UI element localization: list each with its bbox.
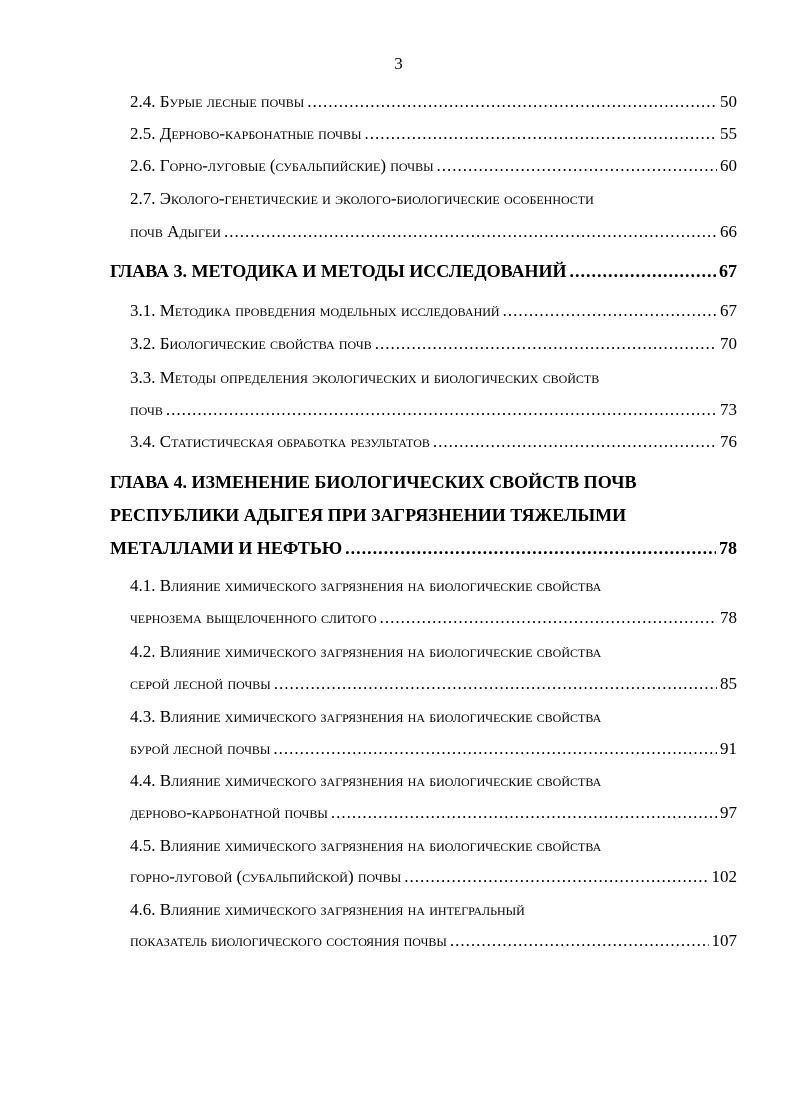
toc-entry-3-1[interactable]	[130, 299, 737, 323]
toc-entry-title: 4.2. Влияние химического загрязнения на биологические свойства	[130, 642, 602, 661]
toc-entry-title: 4.5. Влияние химического загрязнения на биологические свойства	[130, 836, 602, 855]
toc-chapter-title: ГЛАВА 3. МЕТОДИКА И МЕТОДЫ ИССЛЕДОВАНИЙ	[110, 261, 567, 281]
leader-dots	[274, 672, 717, 696]
leader-dots	[437, 154, 717, 178]
toc-entry-title: 4.1. Влияние химического загрязнения на биологические свойства	[130, 576, 602, 595]
toc-entry-title: 2.5. Дерново-карбонатные почвы	[130, 124, 362, 143]
toc-entry-title-continued: почв Адыгеи	[130, 222, 221, 241]
toc-entry-4-1-line2[interactable]	[130, 606, 737, 630]
toc-entry-title-continued: бурой лесной почвы	[130, 739, 271, 758]
toc-entry-4-3-line2[interactable]	[130, 737, 737, 761]
toc-chapter-title: ГЛАВА 4. ИЗМЕНЕНИЕ БИОЛОГИЧЕСКИХ СВОЙСТВ ПОЧВ	[110, 472, 637, 492]
toc-entry-2-7-line2[interactable]	[130, 220, 737, 244]
toc-entry-3-4[interactable]	[130, 430, 737, 454]
toc-entry-page: 67	[719, 261, 737, 281]
toc-entry-title: 3.4. Статистическая обработка результатов	[130, 432, 430, 451]
toc-entry-title: 4.3. Влияние химического загрязнения на биологические свойства	[130, 707, 602, 726]
toc-entry-4-5-line2[interactable]	[130, 865, 737, 889]
toc-entry-page: 107	[711, 931, 737, 950]
leader-dots	[307, 90, 717, 114]
toc-entry-4-4-line1[interactable]	[130, 769, 737, 793]
leader-dots	[273, 737, 717, 761]
toc-entry-4-5-line1[interactable]	[130, 834, 737, 858]
leader-dots	[331, 801, 717, 825]
toc-entry-4-4-line2[interactable]	[130, 801, 737, 825]
toc-entry-title-continued: серой лесной почвы	[130, 674, 271, 693]
toc-entry-page: 66	[720, 222, 737, 241]
toc-entry-title-continued: горно-луговой (субальпийской) почвы	[130, 867, 402, 886]
toc-entry-title: 4.6. Влияние химического загрязнения на интегральный	[130, 900, 525, 919]
toc-entry-page: 76	[720, 432, 737, 451]
leader-dots	[450, 929, 709, 953]
toc-chapter-title-continued: МЕТАЛЛАМИ И НЕФТЬЮ	[110, 538, 343, 558]
toc-chapter-4-line3[interactable]	[110, 536, 737, 560]
toc-entry-4-6-line1[interactable]	[130, 898, 737, 922]
toc-entry-title: 3.2. Биологические свойства почв	[130, 334, 372, 353]
toc-entry-2-5[interactable]	[130, 122, 737, 146]
toc-entry-title: 2.7. Эколого-генетические и эколого-биологические особенности	[130, 189, 594, 208]
toc-entry-page: 67	[720, 301, 737, 320]
leader-dots	[380, 606, 717, 630]
leader-dots	[224, 220, 717, 244]
toc-entry-title: 3.1. Методика проведения модельных исследований	[130, 301, 500, 320]
toc-entry-4-6-line2[interactable]	[130, 929, 737, 953]
toc-entry-4-1-line1[interactable]	[130, 574, 737, 598]
toc-entry-title: 4.4. Влияние химического загрязнения на биологические свойства	[130, 771, 602, 790]
toc-entry-2-7-line1[interactable]	[130, 187, 737, 211]
leader-dots	[433, 430, 717, 454]
toc-chapter-title-continued: РЕСПУБЛИКИ АДЫГЕЯ ПРИ ЗАГРЯЗНЕНИИ ТЯЖЕЛЫМИ	[110, 505, 627, 525]
toc-entry-title: 2.6. Горно-луговые (субальпийские) почвы	[130, 156, 434, 175]
toc-entry-page: 73	[720, 400, 737, 419]
toc-entry-page: 102	[711, 867, 737, 886]
toc-entry-page: 70	[720, 334, 737, 353]
toc-chapter-4-line2[interactable]	[110, 503, 737, 527]
toc-entry-2-6[interactable]	[130, 154, 737, 178]
toc-entry-page: 50	[720, 92, 737, 111]
toc-entry-page: 60	[720, 156, 737, 175]
toc-entry-page: 55	[720, 124, 737, 143]
toc-entry-title-continued: чернозема выщелоченного слитого	[130, 608, 377, 627]
leader-dots	[166, 398, 717, 422]
leader-dots	[404, 865, 708, 889]
toc-entry-title: 2.4. Бурые лесные почвы	[130, 92, 305, 111]
page-number: 3	[394, 54, 403, 73]
leader-dots	[375, 332, 717, 356]
leader-dots	[569, 259, 716, 283]
toc-entry-4-2-line2[interactable]	[130, 672, 737, 696]
toc-entry-page: 97	[720, 803, 737, 822]
toc-entry-2-4[interactable]	[130, 90, 737, 114]
toc-entry-3-3-line1[interactable]	[130, 366, 737, 390]
toc-entry-page: 78	[719, 538, 737, 558]
toc-entry-title-continued: дерново-карбонатной почвы	[130, 803, 328, 822]
toc-chapter-4-line1[interactable]	[110, 470, 737, 494]
toc-entry-3-3-line2[interactable]	[130, 398, 737, 422]
toc-entry-page: 91	[720, 739, 737, 758]
toc-chapter-3[interactable]	[110, 259, 737, 283]
leader-dots	[364, 122, 717, 146]
toc-entry-title: 3.3. Методы определения экологических и биологических свойств	[130, 368, 600, 387]
toc-entry-4-2-line1[interactable]	[130, 640, 737, 664]
toc-entry-3-2[interactable]	[130, 332, 737, 356]
toc-entry-title-continued: почв	[130, 400, 163, 419]
toc-entry-4-3-line1[interactable]	[130, 705, 737, 729]
leader-dots	[503, 299, 717, 323]
toc-entry-page: 78	[720, 608, 737, 627]
leader-dots	[345, 536, 716, 560]
toc-entry-title-continued: показатель биологического состояния почвы	[130, 931, 447, 950]
toc-entry-page: 85	[720, 674, 737, 693]
